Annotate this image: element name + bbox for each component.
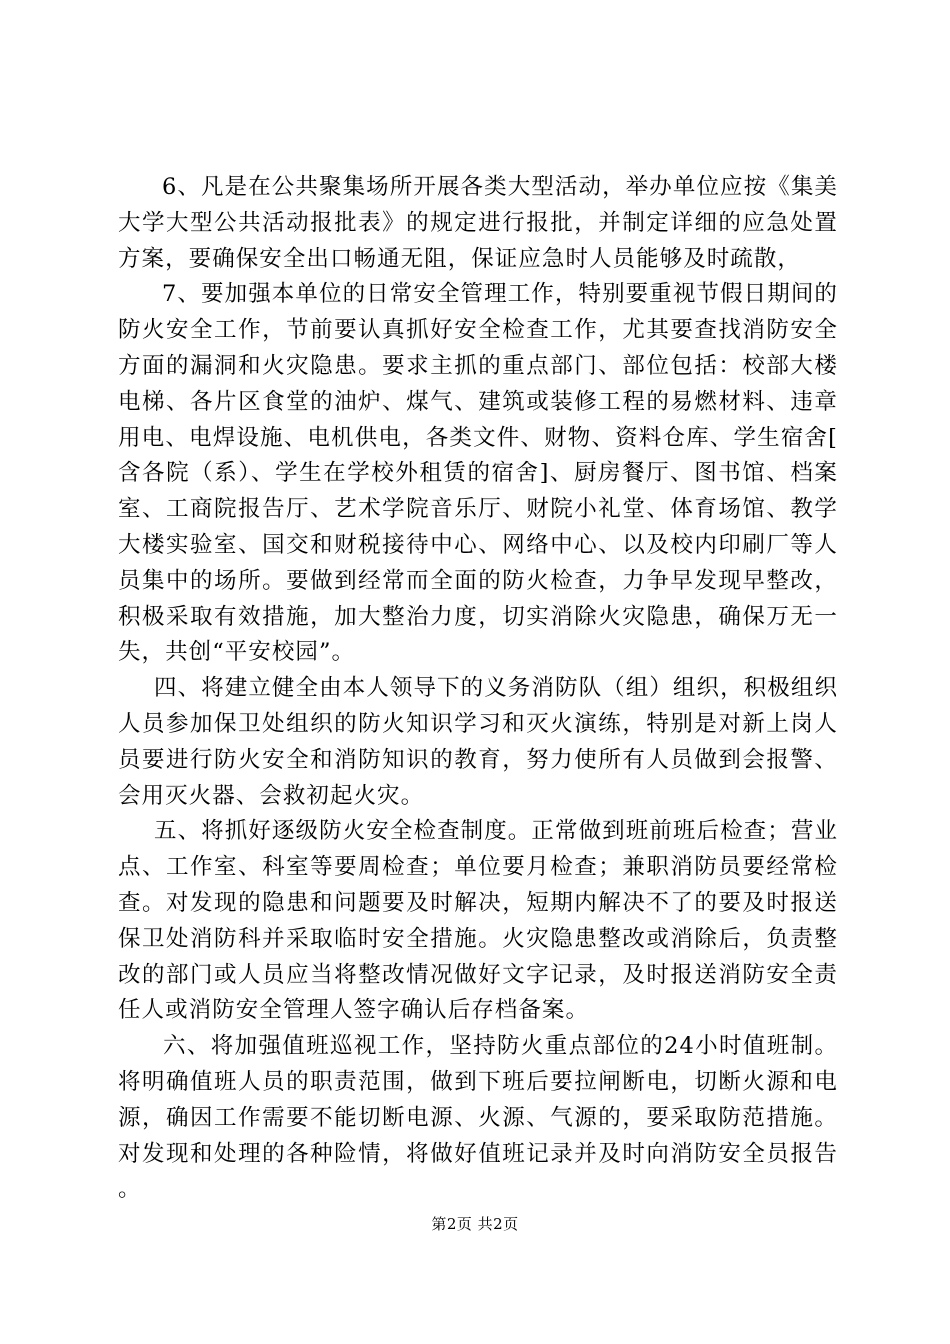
page-footer: 第2页 共2页 — [431, 1215, 519, 1233]
document-body — [118, 170, 838, 1208]
paragraph-item-6: 6、凡是在公共聚集场所开展各类大型活动，举办单位应按《集美大学大型公共活动报批表》的规定进行报批，并制定详细的应急处置方案，要确保安全出口畅通无阻，保证应急时人员能够及时疏散， — [118, 174, 838, 272]
paragraph-item-7: 7、要加强本单位的日常安全管理工作，特别要重视节假日期间的防火安全工作，节前要认真抓好安全检查工作，尤其要查找消防安全方面的漏洞和火灾隐患。要求主抓的重点部门、部位包括：校部大楼电梯、各片区食堂的油炉、煤气、建筑或装修工程的易燃材料、违章用电、电焊设施、电机供电，各类文件、财物、资料仓库、学生宿舍[含各院（系）、学生在学校外租赁的宿舍]、厨房餐厅、图书馆、档案室、工商院报告厅、艺术学院音乐厅、财院小礼堂、体育场馆、教学大楼实验室、国交和财税接待中心、网络中心、以及校内印刷厂等人员集中的场所。要做到经常而全面的防火检查，力争早发现早整改，积极采取有效措施，加大整治力度，切实消除火灾隐患，确保万无一失，共创“平安校园”。 — [118, 281, 838, 666]
paragraph-section-5: 五、将抓好逐级防火安全检查制度。正常做到班前班后检查；营业点、工作室、科室等要周检查；单位要月检查；兼职消防员要经常检查。对发现的隐患和问题要及时解决，短期内解决不了的要及时报送保卫处消防科并采取临时安全措施。火灾隐患整改或消除后，负责整改的部门或人员应当将整改情况做好文字记录，及时报送消防安全责任人或消防安全管理人签字确认后存档备案。 — [118, 818, 838, 1024]
paragraph-section-4: 四、将建立健全由本人领导下的义务消防队（组）组织，积极组织人员参加保卫处组织的防火知识学习和灭火演练，特别是对新上岗人员要进行防火安全和消防知识的教育，努力使所有人员做到会报警、会用灭火器、会救初起火灾。 — [118, 675, 838, 809]
paragraph-section-6: 六、将加强值班巡视工作，坚持防火重点部位的24小时值班制。将明确值班人员的职责范围，做到下班后要拉闸断电，切断火源和电源，确因工作需要不能切断电源、火源、气源的，要采取防范措施。对发现和处理的各种险情，将做好值班记录并及时向消防安全员报告。 — [118, 1033, 838, 1203]
